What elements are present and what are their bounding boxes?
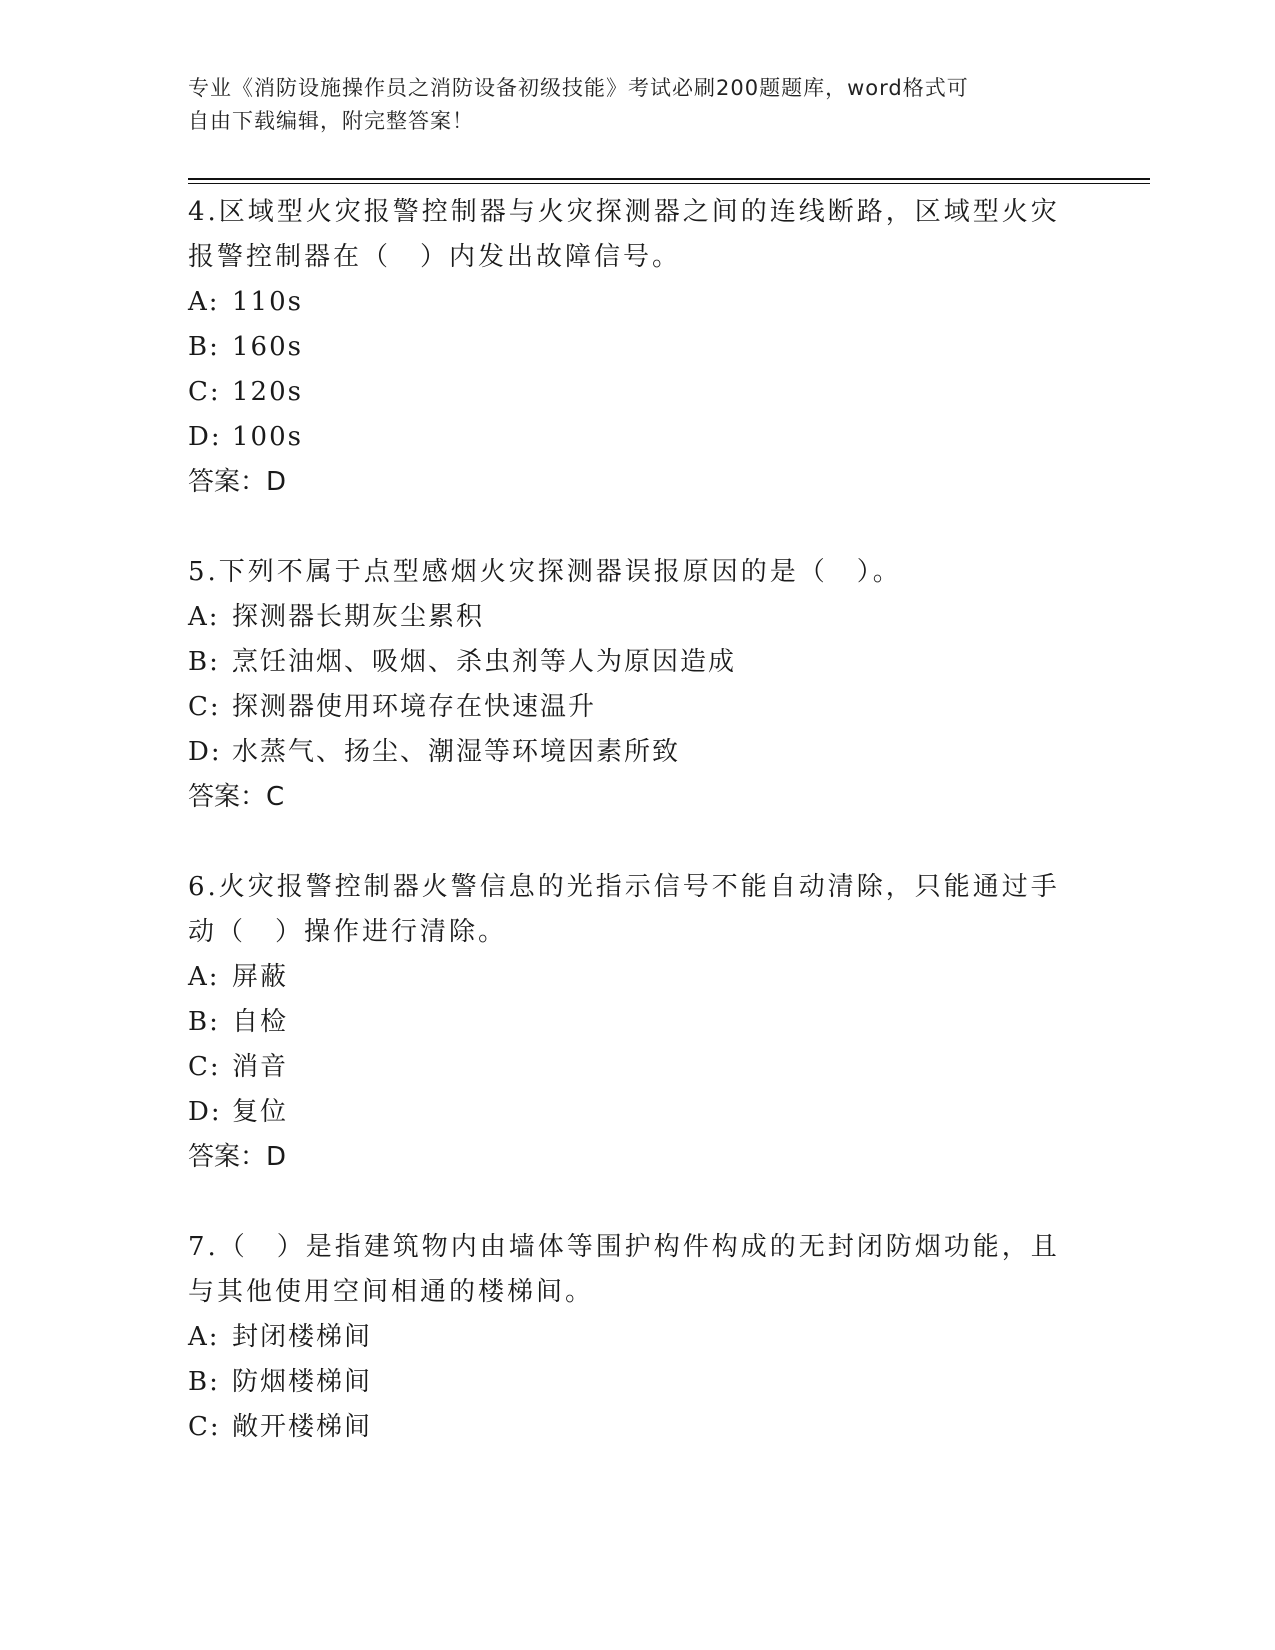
- option-text: 防烟楼梯间: [232, 1367, 373, 1397]
- header-divider-thin: [188, 183, 1150, 184]
- option-key: A:: [188, 1322, 220, 1352]
- option-c: [188, 685, 1068, 730]
- option-key: C:: [188, 692, 221, 722]
- spacer: [188, 1179, 1068, 1225]
- option-key: C:: [188, 1412, 221, 1442]
- option-key: C:: [188, 1052, 221, 1082]
- option-key: B:: [188, 1367, 220, 1397]
- question-stem-line: 7.（ ）是指建筑物内由墙体等围护构件构成的无封闭防烟功能，且: [188, 1232, 1060, 1262]
- question-6: [188, 865, 1068, 1179]
- question-stem-line: 动（ ）操作进行清除。: [188, 917, 508, 947]
- option-a: [188, 955, 1068, 1000]
- option-text: 水蒸气、扬尘、潮湿等环境因素所致: [232, 737, 681, 767]
- option-text: 100s: [232, 422, 303, 452]
- option-b: [188, 1360, 1068, 1405]
- header-line-2: 自由下载编辑，附完整答案！: [188, 109, 474, 133]
- option-text: 探测器使用环境存在快速温升: [232, 692, 597, 722]
- question-stem-line: 与其他使用空间相通的楼梯间。: [188, 1277, 595, 1307]
- option-text: 消音: [232, 1052, 289, 1082]
- question-stem-line: 报警控制器在（ ）内发出故障信号。: [188, 242, 682, 272]
- document-header: [188, 72, 1088, 138]
- option-d: [188, 730, 1068, 775]
- option-key: B:: [188, 1007, 220, 1037]
- option-key: D:: [188, 1097, 222, 1127]
- option-text: 复位: [232, 1097, 289, 1127]
- option-d: [188, 415, 1068, 460]
- option-c: [188, 1045, 1068, 1090]
- header-line-1: 专业《消防设施操作员之消防设备初级技能》考试必刷200题题库，word格式可: [188, 76, 969, 100]
- question-7: [188, 1225, 1068, 1450]
- option-text: 屏蔽: [232, 962, 289, 992]
- option-key: D:: [188, 737, 222, 767]
- question-5: [188, 550, 1068, 819]
- option-c: [188, 1405, 1068, 1450]
- option-a: [188, 280, 1068, 325]
- option-b: [188, 640, 1068, 685]
- option-key: B:: [188, 332, 220, 362]
- option-text: 120s: [232, 377, 303, 407]
- option-a: [188, 1315, 1068, 1360]
- spacer: [188, 819, 1068, 865]
- option-key: B:: [188, 647, 220, 677]
- answer-line: 答案：D: [188, 1142, 287, 1172]
- option-text: 敞开楼梯间: [232, 1412, 373, 1442]
- option-text: 探测器长期灰尘累积: [232, 602, 485, 632]
- option-d: [188, 1090, 1068, 1135]
- header-divider-thick: [188, 178, 1150, 180]
- option-key: D:: [188, 422, 222, 452]
- question-stem-line: 6.火灾报警控制器火警信息的光指示信号不能自动清除，只能通过手: [188, 872, 1060, 902]
- option-c: [188, 370, 1068, 415]
- question-stem-line: 4.区域型火灾报警控制器与火灾探测器之间的连线断路，区域型火灾: [188, 197, 1060, 227]
- answer-line: 答案：D: [188, 467, 287, 497]
- question-stem-line: 5.下列不属于点型感烟火灾探测器误报原因的是（ ）。: [188, 557, 902, 587]
- option-key: C:: [188, 377, 221, 407]
- option-b: [188, 1000, 1068, 1045]
- option-text: 自检: [232, 1007, 289, 1037]
- spacer: [188, 504, 1068, 550]
- option-key: A:: [188, 602, 220, 632]
- option-b: [188, 325, 1068, 370]
- question-list: [188, 190, 1068, 1450]
- option-text: 烹饪油烟、吸烟、杀虫剂等人为原因造成: [232, 647, 737, 677]
- option-key: A:: [188, 287, 220, 317]
- option-text: 110s: [232, 287, 303, 317]
- option-a: [188, 595, 1068, 640]
- answer-line: 答案：C: [188, 782, 285, 812]
- option-key: A:: [188, 962, 220, 992]
- option-text: 160s: [232, 332, 303, 362]
- option-text: 封闭楼梯间: [232, 1322, 373, 1352]
- question-4: [188, 190, 1068, 504]
